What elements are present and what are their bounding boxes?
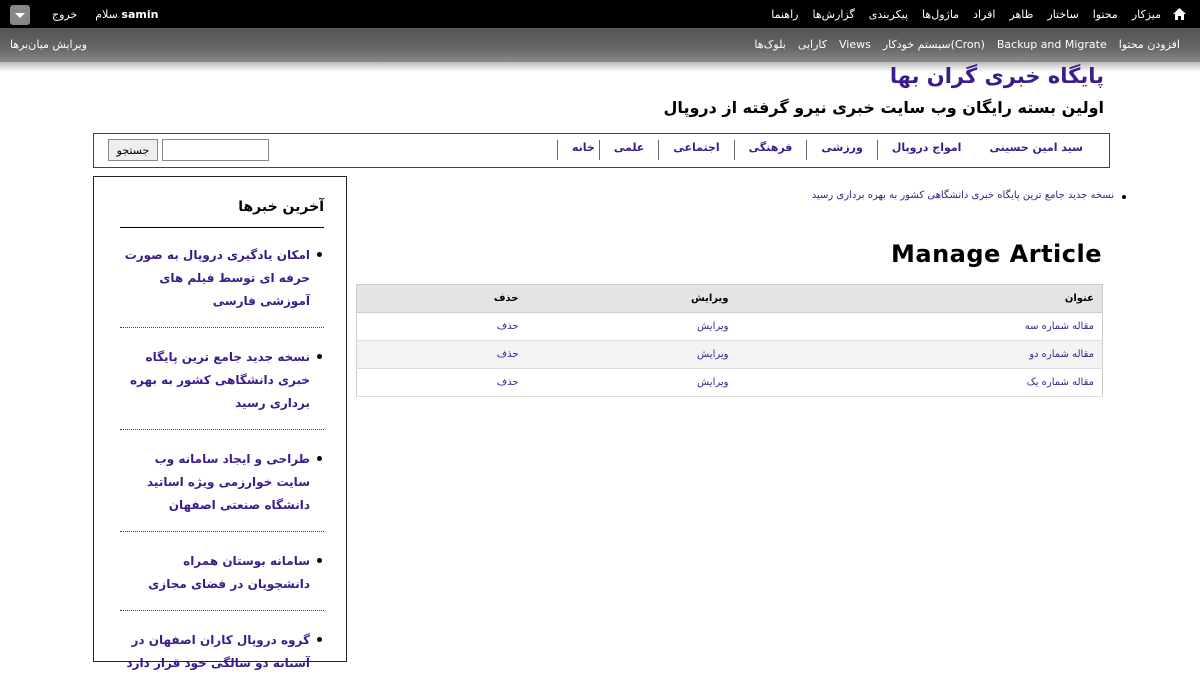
featured-news-link[interactable]: نسخه جدید جامع ترین پایگاه خبری دانشگاهی کشور به بهره برداری رسید (811, 190, 1114, 201)
edit-link[interactable]: ویرایش (697, 377, 729, 388)
home-icon[interactable] (1168, 0, 1190, 28)
news-link[interactable]: سامانه بوستان همراه دانشجویان در فضای مجازی (148, 554, 310, 591)
nav-item-science[interactable]: علمی (599, 140, 659, 160)
nav-item-social[interactable]: اجتماعی (658, 140, 733, 160)
toolbar-item-content[interactable]: محتوا (1092, 7, 1118, 21)
edit-link[interactable]: ویرایش (697, 349, 729, 360)
nav-item-culture[interactable]: فرهنگی (734, 140, 807, 160)
toolbar-item-configuration[interactable]: پیکربندی (868, 7, 909, 21)
chevron-down-icon (15, 13, 25, 18)
list-item (120, 627, 324, 680)
delete-cell (357, 313, 527, 341)
shortcut-backup-migrate[interactable]: Backup and Migrate (996, 37, 1107, 51)
username[interactable]: samin (121, 7, 159, 21)
shortcut-cron[interactable]: سیستم خودکار(Cron) (882, 37, 985, 51)
column-header-title[interactable]: عنوان (737, 285, 1103, 313)
block-title: آخرین خبرها (120, 199, 324, 228)
edit-link[interactable]: ویرایش (697, 321, 729, 332)
toolbar-item-reports[interactable]: گزارش‌ها (812, 7, 855, 21)
news-link[interactable]: نسخه جدید جامع ترین پایگاه خبری دانشگاهی کشور به بهره برداری رسید (129, 350, 310, 410)
table-row (357, 313, 1103, 341)
user-area (52, 0, 158, 28)
main-menu (557, 140, 1097, 160)
table-row (357, 369, 1103, 397)
article-title-cell (737, 369, 1103, 397)
delete-link[interactable]: حذف (496, 349, 519, 360)
site-name[interactable]: پایگاه خبری گران بها (889, 64, 1104, 88)
news-list (120, 242, 324, 680)
search-form (108, 139, 269, 161)
article-title-cell (737, 341, 1103, 369)
nav-item-drupal-waves[interactable]: امواج دروپال (877, 140, 976, 160)
column-header-delete: حذف (357, 285, 527, 313)
delete-link[interactable]: حذف (496, 321, 519, 332)
shortcuts-bar (0, 28, 1200, 62)
shortcut-views[interactable]: Views (839, 37, 871, 51)
article-title-link[interactable]: مقاله شماره یک (1026, 377, 1094, 388)
delete-link[interactable]: حذف (496, 377, 519, 388)
article-title-link[interactable]: مقاله شماره دو (1029, 349, 1094, 360)
greeting-text: سلام (95, 7, 118, 21)
list-item (120, 344, 324, 430)
shortcut-performance[interactable]: کارایی (797, 37, 827, 51)
news-link[interactable]: گروه دروپال کاران اصفهان در آستانه دو سالگی خود قرار دارد (126, 633, 310, 670)
nav-item-author[interactable]: سید امین حسینی (989, 141, 1083, 154)
delete-cell (357, 369, 527, 397)
shortcut-blocks[interactable]: بلوک‌ها (754, 37, 786, 51)
admin-toolbar (0, 0, 1200, 28)
nav-item-home[interactable]: خانه (557, 140, 599, 160)
table-header-row (357, 285, 1103, 313)
toolbar-menu (764, 0, 1190, 28)
news-link[interactable]: طراحی و ایجاد سامانه وب سایت خوارزمی ویژه اساتید دانشگاه صنعتی اصفهان (147, 452, 310, 512)
delete-cell (357, 341, 527, 369)
toolbar-item-dashboard[interactable]: میزکار (1131, 7, 1161, 21)
shortcut-add-content[interactable]: افزودن محتوا (1118, 37, 1180, 51)
toolbar-item-structure[interactable]: ساختار (1047, 7, 1079, 21)
nav-item-sports[interactable]: ورزشی (806, 140, 876, 160)
user-greeting (95, 8, 158, 21)
logout-link[interactable]: خروج (52, 7, 78, 21)
search-input[interactable] (162, 139, 269, 161)
shortcut-links (748, 28, 1186, 60)
edit-shortcuts-link[interactable]: ویرایش میان‌برها (10, 37, 88, 51)
toolbar-item-appearance[interactable]: ظاهر (1009, 7, 1034, 21)
column-header-edit: ویرایش (527, 285, 737, 313)
search-button[interactable]: جستجو (108, 139, 158, 161)
table-row (357, 341, 1103, 369)
edit-cell (527, 313, 737, 341)
list-item (120, 446, 324, 532)
toolbar-item-modules[interactable]: ماژول‌ها (922, 7, 960, 21)
articles-table (356, 284, 1103, 397)
page-title: Manage Article (890, 240, 1102, 268)
news-link[interactable]: امکان یادگیری دروپال به صورت حرفه ای توسط فیلم های آموزشی فارسی (124, 248, 310, 308)
edit-cell (527, 369, 737, 397)
article-title-cell (737, 313, 1103, 341)
list-item (120, 548, 324, 611)
toolbar-item-people[interactable]: افراد (973, 7, 996, 21)
toolbar-item-help[interactable]: راهنما (771, 7, 799, 21)
shortcuts-toggle-button[interactable] (10, 5, 30, 25)
article-title-link[interactable]: مقاله شماره سه (1024, 321, 1094, 332)
latest-news-block (93, 176, 347, 670)
main-navigation (93, 133, 1110, 168)
edit-cell (527, 341, 737, 369)
list-item (120, 242, 324, 328)
site-slogan: اولین بسته رایگان وب سایت خبری نیرو گرفته از دروپال (663, 98, 1104, 117)
